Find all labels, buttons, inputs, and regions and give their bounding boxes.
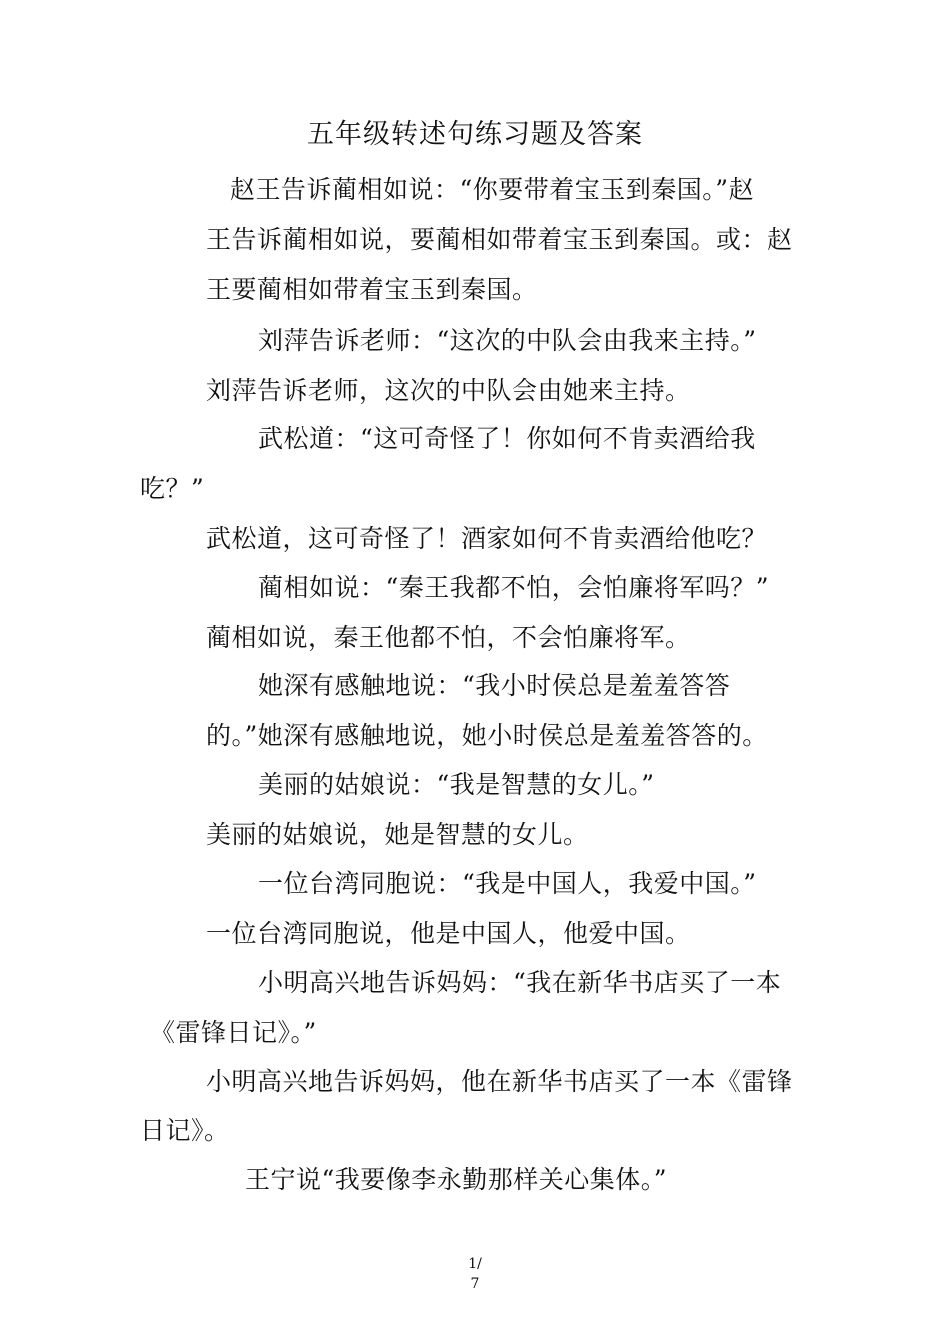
text-line: 武松道，这可奇怪了！酒家如何不肯卖酒给他吃？: [206, 524, 768, 553]
text-line: 刘萍告诉老师，这次的中队会由她来主持。: [206, 376, 691, 405]
text-line: 一位台湾同胞说：“我是中国人，我爱中国。”: [258, 869, 757, 898]
text-line: 《雷锋日记》。”: [150, 1018, 317, 1047]
text-line: 赵王告诉蔺相如说：“你要带着宝玉到秦国。”赵: [230, 175, 755, 204]
text-line: 美丽的姑娘说：“我是智慧的女儿。”: [258, 770, 655, 799]
page-number-bottom: 7: [470, 1276, 480, 1292]
document-title: 五年级转述句练习题及答案: [307, 119, 643, 150]
text-line: 蔺相如说：“秦王我都不怕，会怕廉将军吗？”: [258, 573, 770, 602]
text-line: 小明高兴地告诉妈妈，他在新华书店买了一本《雷锋: [206, 1067, 793, 1096]
text-line: 的。”她深有感触地说，她小时侯总是羞羞答答的。: [206, 721, 768, 750]
text-line: 美丽的姑娘说，她是智慧的女儿。: [206, 820, 589, 849]
text-line: 她深有感触地说：“我小时侯总是羞羞答答: [258, 671, 731, 700]
text-line: 吃？”: [140, 474, 205, 503]
text-line: 日记》。: [140, 1116, 230, 1145]
text-line: 王要蔺相如带着宝玉到秦国。: [206, 275, 538, 304]
text-line: 一位台湾同胞说，他是中国人，他爱中国。: [206, 919, 691, 948]
page-number-top: 1/: [468, 1256, 482, 1272]
text-line: 武松道：“这可奇怪了！你如何不肯卖酒给我: [258, 424, 756, 453]
text-line: 王告诉蔺相如说，要蔺相如带着宝玉到秦国。或：赵: [206, 225, 793, 254]
text-line: 王宁说“我要像李永勤那样关心集体。”: [245, 1165, 668, 1194]
text-line: 刘萍告诉老师：“这次的中队会由我来主持。”: [258, 326, 757, 355]
text-line: 蔺相如说，秦王他都不怕，不会怕廉将军。: [206, 623, 691, 652]
text-line: 小明高兴地告诉妈妈：“我在新华书店买了一本: [258, 968, 782, 997]
